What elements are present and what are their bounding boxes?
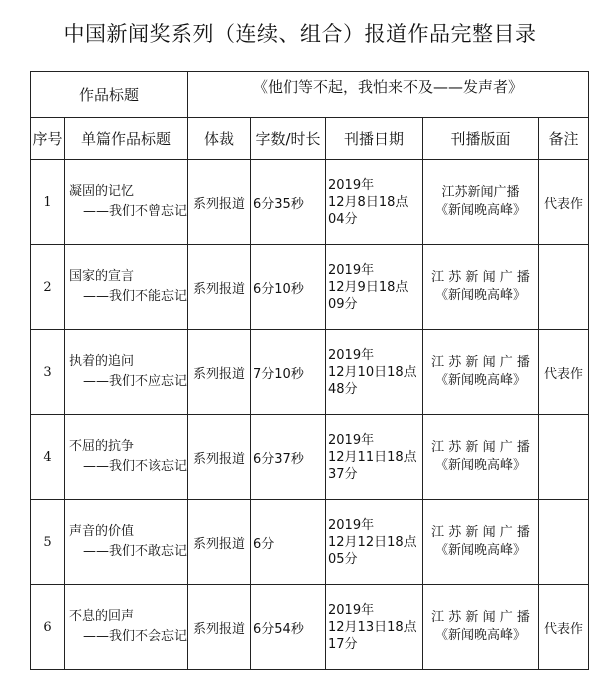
works-catalog-table (30, 71, 589, 670)
broadcast-date-cell (326, 415, 423, 500)
work-title-label: 作品标题 (31, 72, 188, 118)
work-title-value: 《他们等不起，我怕来不及——发声者》 (188, 72, 589, 118)
date-line: 12月8日18点 (328, 194, 409, 210)
row-number: 3 (31, 330, 65, 415)
program-name: 《新闻晚高峰》 (435, 458, 527, 473)
length-cell: 7分10秒 (251, 330, 326, 415)
table-row (31, 330, 589, 415)
genre-cell: 系列报道 (188, 415, 251, 500)
broadcast-page-cell (423, 245, 539, 330)
header-length: 字数/时长 (251, 118, 326, 160)
station-name: 江 苏 新 闻 广 播 (431, 525, 530, 540)
date-line: 05分 (328, 551, 358, 567)
date-line: 2019年 (328, 347, 375, 363)
piece-title: 不息的回声 (69, 609, 135, 624)
genre-cell: 系列报道 (188, 585, 251, 670)
note-cell (539, 415, 589, 500)
column-header-row (31, 118, 589, 160)
date-line: 12月10日18点 (328, 364, 417, 380)
station-name: 江 苏 新 闻 广 播 (431, 270, 530, 285)
row-number: 1 (31, 160, 65, 245)
piece-title-cell (65, 160, 188, 245)
header-date: 刊播日期 (326, 118, 423, 160)
piece-subtitle: ——我们不能忘记 (83, 289, 188, 304)
date-line: 2019年 (328, 517, 375, 533)
genre-cell: 系列报道 (188, 160, 251, 245)
note-cell: 代表作 (539, 585, 589, 670)
length-cell: 6分10秒 (251, 245, 326, 330)
piece-subtitle: ——我们不该忘记 (83, 459, 188, 474)
station-name: 江苏新闻广播 (441, 185, 520, 200)
header-genre: 体裁 (188, 118, 251, 160)
date-line: 2019年 (328, 432, 375, 448)
row-number: 2 (31, 245, 65, 330)
station-name: 江 苏 新 闻 广 播 (431, 355, 530, 370)
broadcast-date-cell (326, 330, 423, 415)
broadcast-date-cell (326, 245, 423, 330)
program-name: 《新闻晚高峰》 (435, 203, 527, 218)
broadcast-page-cell (423, 500, 539, 585)
note-cell: 代表作 (539, 330, 589, 415)
date-line: 12月13日18点 (328, 619, 417, 635)
piece-title: 国家的宣言 (69, 269, 135, 284)
date-line: 2019年 (328, 262, 375, 278)
note-cell: 代表作 (539, 160, 589, 245)
broadcast-page-cell (423, 160, 539, 245)
program-name: 《新闻晚高峰》 (435, 628, 527, 643)
header-note: 备注 (539, 118, 589, 160)
page-title: 中国新闻奖系列（连续、组合）报道作品完整目录 (63, 22, 537, 46)
piece-title-cell (65, 415, 188, 500)
station-name: 江 苏 新 闻 广 播 (431, 440, 530, 455)
piece-title-cell (65, 585, 188, 670)
length-cell: 6分54秒 (251, 585, 326, 670)
piece-subtitle: ——我们不应忘记 (83, 374, 188, 389)
broadcast-page-cell (423, 415, 539, 500)
genre-cell: 系列报道 (188, 500, 251, 585)
date-line: 2019年 (328, 602, 375, 618)
piece-subtitle: ——我们不敢忘记 (83, 544, 188, 559)
piece-title: 不屈的抗争 (69, 439, 135, 454)
date-line: 37分 (328, 466, 358, 482)
header-seq: 序号 (31, 118, 65, 160)
date-line: 04分 (328, 211, 358, 227)
date-line: 09分 (328, 296, 358, 312)
date-line: 48分 (328, 381, 358, 397)
note-cell (539, 500, 589, 585)
row-number: 4 (31, 415, 65, 500)
length-cell: 6分37秒 (251, 415, 326, 500)
genre-cell: 系列报道 (188, 245, 251, 330)
piece-title: 执着的追问 (69, 354, 135, 369)
broadcast-page-cell (423, 585, 539, 670)
table-row (31, 415, 589, 500)
piece-subtitle: ——我们不曾忘记 (83, 204, 188, 219)
date-line: 12月9日18点 (328, 279, 409, 295)
program-name: 《新闻晚高峰》 (435, 373, 527, 388)
length-cell: 6分35秒 (251, 160, 326, 245)
header-page: 刊播版面 (423, 118, 539, 160)
program-name: 《新闻晚高峰》 (435, 543, 527, 558)
program-name: 《新闻晚高峰》 (435, 288, 527, 303)
broadcast-date-cell (326, 585, 423, 670)
date-line: 2019年 (328, 177, 375, 193)
date-line: 12月11日18点 (328, 449, 417, 465)
piece-subtitle: ——我们不会忘记 (83, 629, 188, 644)
station-name: 江 苏 新 闻 广 播 (431, 610, 530, 625)
date-line: 12月12日18点 (328, 534, 417, 550)
row-number: 5 (31, 500, 65, 585)
table-row (31, 585, 589, 670)
piece-title: 声音的价值 (69, 524, 135, 539)
broadcast-page-cell (423, 330, 539, 415)
date-line: 17分 (328, 636, 358, 652)
table-row (31, 160, 589, 245)
piece-title-cell (65, 245, 188, 330)
piece-title: 凝固的记忆 (69, 184, 135, 199)
header-piece-title: 单篇作品标题 (65, 118, 188, 160)
table-row (31, 245, 589, 330)
piece-title-cell (65, 330, 188, 415)
work-title-row (31, 72, 589, 118)
note-cell (539, 245, 589, 330)
broadcast-date-cell (326, 500, 423, 585)
table-row (31, 500, 589, 585)
broadcast-date-cell (326, 160, 423, 245)
row-number: 6 (31, 585, 65, 670)
piece-title-cell (65, 500, 188, 585)
length-cell: 6分 (251, 500, 326, 585)
genre-cell: 系列报道 (188, 330, 251, 415)
